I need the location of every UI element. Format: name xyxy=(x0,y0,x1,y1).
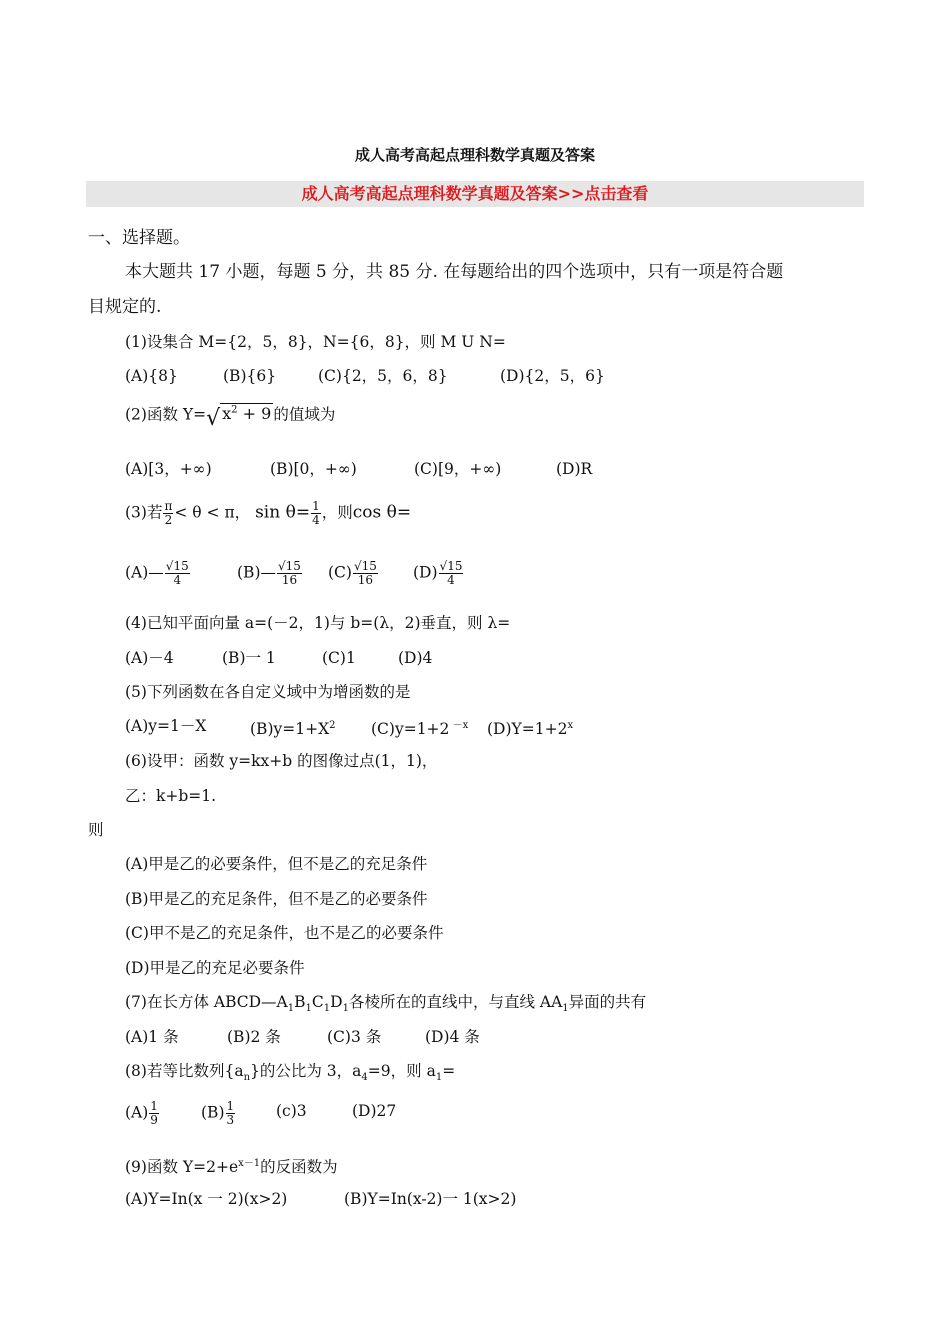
option-c-fraction xyxy=(353,560,378,587)
question-7-stem xyxy=(125,991,646,1020)
subscript: 4 xyxy=(361,1072,368,1084)
option-label: (B) xyxy=(201,1103,225,1122)
option-d-fraction xyxy=(439,560,464,587)
option-label: (B) xyxy=(237,563,261,582)
exponent: x－1 xyxy=(238,1158,261,1169)
radicand-value: 15 xyxy=(447,559,463,573)
question-4-option-c: (C)1 xyxy=(322,649,356,667)
question-3-option-c xyxy=(328,560,379,587)
radical-sign: √ xyxy=(206,406,221,432)
question-9-stem xyxy=(125,1153,338,1178)
subscript: 1 xyxy=(305,1003,312,1015)
fraction-denominator: 16 xyxy=(357,573,374,587)
square-root-expression xyxy=(206,400,273,432)
option-exponent: x xyxy=(567,720,574,731)
answer-link-banner[interactable]: 成人高考高起点理科数学真题及答案>>点击查看 xyxy=(86,181,864,207)
sqrt-symbol: √ xyxy=(439,559,448,573)
subscript: 1 xyxy=(287,1003,295,1015)
fraction-denominator: 4 xyxy=(312,513,320,527)
radicand-exponent: 2 xyxy=(231,405,238,416)
question-3-option-d xyxy=(413,560,464,587)
question-3-stem-prefix: (3)若 xyxy=(125,503,163,522)
fraction-denominator: 2 xyxy=(164,513,173,527)
question-7-option-a: (A)1 条 xyxy=(125,1028,179,1046)
question-4-option-d: (D)4 xyxy=(398,649,433,667)
question-6-option-b: (B)甲是乙的充足条件，但不是乙的必要条件 xyxy=(125,890,428,908)
question-2-stem-prefix: (2)函数 Y= xyxy=(125,405,207,424)
stem-text: 异面的共有 xyxy=(568,993,647,1011)
fraction-numerator xyxy=(277,560,302,574)
radicand-value: 15 xyxy=(173,559,189,573)
sqrt-symbol: √ xyxy=(353,559,362,573)
page-title: 成人高考高起点理科数学真题及答案 xyxy=(354,146,595,164)
stem-text: C xyxy=(311,993,324,1011)
question-2-option-d: (D)R xyxy=(556,460,593,478)
question-7-option-d: (D)4 条 xyxy=(425,1028,480,1046)
question-2-option-a: (A)[3，+∞) xyxy=(125,460,212,478)
question-1-stem: (1)设集合 M={2，5，8}，N={6，8}，则 M U N= xyxy=(125,333,506,351)
question-5-option-d xyxy=(487,715,573,740)
radicand-value: 15 xyxy=(285,559,301,573)
option-base: (C)y=1+2 xyxy=(371,720,450,739)
question-2-option-c: (C)[9，+∞) xyxy=(414,460,502,478)
pi-over-2-fraction xyxy=(163,500,173,527)
question-5-option-c xyxy=(371,715,468,740)
fraction-denominator: 3 xyxy=(226,1113,235,1127)
radicand-rest: + 9 xyxy=(237,404,272,424)
question-6-then: 则 xyxy=(88,821,104,839)
question-4-option-a: (A)－4 xyxy=(125,649,174,667)
radicand-base: x xyxy=(222,404,232,424)
question-1-option-d: (D){2，5，6} xyxy=(500,367,605,385)
minus-sign: — xyxy=(260,563,276,582)
question-1-option-a: (A){8} xyxy=(125,367,178,385)
question-8-option-a xyxy=(125,1100,160,1127)
fraction-numerator xyxy=(353,560,378,574)
fraction-numerator: 1 xyxy=(150,1099,158,1113)
question-7-option-c: (C)3 条 xyxy=(327,1028,382,1046)
minus-sign: — xyxy=(148,563,164,582)
option-a-fraction xyxy=(165,560,190,587)
question-4-option-b: (B)一 1 xyxy=(222,649,276,667)
radicand xyxy=(220,403,273,423)
sqrt-symbol: √ xyxy=(165,559,174,573)
option-label: (D) xyxy=(413,563,438,582)
fraction-denominator: 4 xyxy=(173,573,182,587)
fraction-denominator: 9 xyxy=(150,1113,158,1127)
stem-text: (7)在长方体 ABCD—A xyxy=(125,993,288,1011)
subscript: 1 xyxy=(562,1003,569,1015)
question-8-option-d: (D)27 xyxy=(352,1102,397,1120)
question-6-stem-continued: 乙：k+b=1. xyxy=(125,787,217,805)
sqrt-symbol: √ xyxy=(278,559,286,573)
fraction-denominator: 16 xyxy=(281,573,298,587)
radicand-value: 15 xyxy=(361,559,377,573)
question-2-option-b: (B)[0，+∞) xyxy=(270,460,357,478)
subscript: 1 xyxy=(323,1003,331,1015)
question-6-stem: (6)设甲：函数 y=kx+b 的图像过点(1，1)， xyxy=(125,752,438,770)
stem-text: (9)函数 Y=2+e xyxy=(125,1158,239,1177)
question-3-stem xyxy=(125,500,411,527)
fraction-numerator: π xyxy=(164,499,173,513)
question-8-stem xyxy=(125,1060,455,1089)
question-6-option-c: (C)甲不是乙的充足条件，也不是乙的必要条件 xyxy=(125,924,444,942)
question-1-option-b: (B){6} xyxy=(223,367,277,385)
option-label: (A) xyxy=(125,1103,149,1122)
question-5-stem: (5)下列函数在各自定义域中为增函数的是 xyxy=(125,683,411,701)
fraction-numerator: 1 xyxy=(312,499,320,513)
question-4-stem: (4)已知平面向量 a=(－2，1)与 b=(λ，2)垂直，则 λ= xyxy=(125,614,511,632)
question-3-option-b xyxy=(237,560,303,587)
instructions-line-2: 目规定的. xyxy=(88,297,162,317)
question-6-option-d: (D)甲是乙的充足必要条件 xyxy=(125,959,305,977)
fraction-numerator xyxy=(439,560,464,574)
stem-text: = xyxy=(442,1062,456,1080)
fraction-numerator: 1 xyxy=(226,1099,235,1113)
fraction-numerator xyxy=(165,560,190,574)
question-5-option-a: (A)y=1－X xyxy=(125,717,207,735)
stem-text: }的公比为 3，a xyxy=(250,1062,362,1080)
sine-expression: sin θ= xyxy=(255,502,311,523)
option-exponent: 2 xyxy=(329,720,336,731)
question-8-option-b xyxy=(201,1100,236,1127)
question-1-option-c: (C){2，5，6，8} xyxy=(318,367,448,385)
option-base: (B)y=1+X xyxy=(250,720,330,739)
option-exponent: －x xyxy=(449,720,469,731)
stem-text: 各棱所在的直线中，与直线 AA xyxy=(348,993,563,1011)
question-2-stem-suffix: 的值域为 xyxy=(273,405,336,424)
subscript: n xyxy=(243,1072,251,1084)
subscript: 1 xyxy=(342,1003,349,1015)
stem-text: D xyxy=(330,993,343,1011)
question-7-option-b: (B)2 条 xyxy=(227,1028,281,1046)
option-a-fraction xyxy=(149,1100,159,1127)
question-3-option-a xyxy=(125,560,191,587)
one-quarter-fraction xyxy=(311,500,321,527)
question-5-option-b xyxy=(250,715,336,740)
fraction-denominator: 4 xyxy=(447,573,455,587)
section-heading: 一、选择题。 xyxy=(88,228,190,248)
stem-text: 的反函数为 xyxy=(260,1158,338,1177)
question-3-then: ，则 xyxy=(321,503,353,522)
stem-text: =9，则 a xyxy=(367,1062,436,1080)
option-b-fraction xyxy=(226,1100,236,1127)
question-9-option-b: (B)Y=In(x-2)一 1(x>2) xyxy=(344,1190,517,1208)
question-6-option-a: (A)甲是乙的必要条件，但不是乙的充足条件 xyxy=(125,855,428,873)
question-3-condition: < θ < π， xyxy=(174,503,251,522)
question-2-stem xyxy=(125,400,336,432)
stem-text: (8)若等比数列{a xyxy=(125,1062,244,1080)
stem-text: B xyxy=(294,993,306,1011)
question-9-option-a: (A)Y=In(x 一 2)(x>2) xyxy=(125,1190,288,1208)
option-base: (D)Y=1+2 xyxy=(487,720,568,739)
option-b-fraction xyxy=(277,560,302,587)
option-label: (A) xyxy=(125,563,149,582)
question-8-option-c: (c)3 xyxy=(276,1102,307,1120)
cosine-expression: cos θ= xyxy=(352,502,412,523)
subscript: 1 xyxy=(435,1072,443,1084)
instructions-line-1: 本大题共 17 小题，每题 5 分，共 85 分. 在每题给出的四个选项中，只有一项是符合题 xyxy=(125,262,784,282)
option-label: (C) xyxy=(328,563,352,582)
